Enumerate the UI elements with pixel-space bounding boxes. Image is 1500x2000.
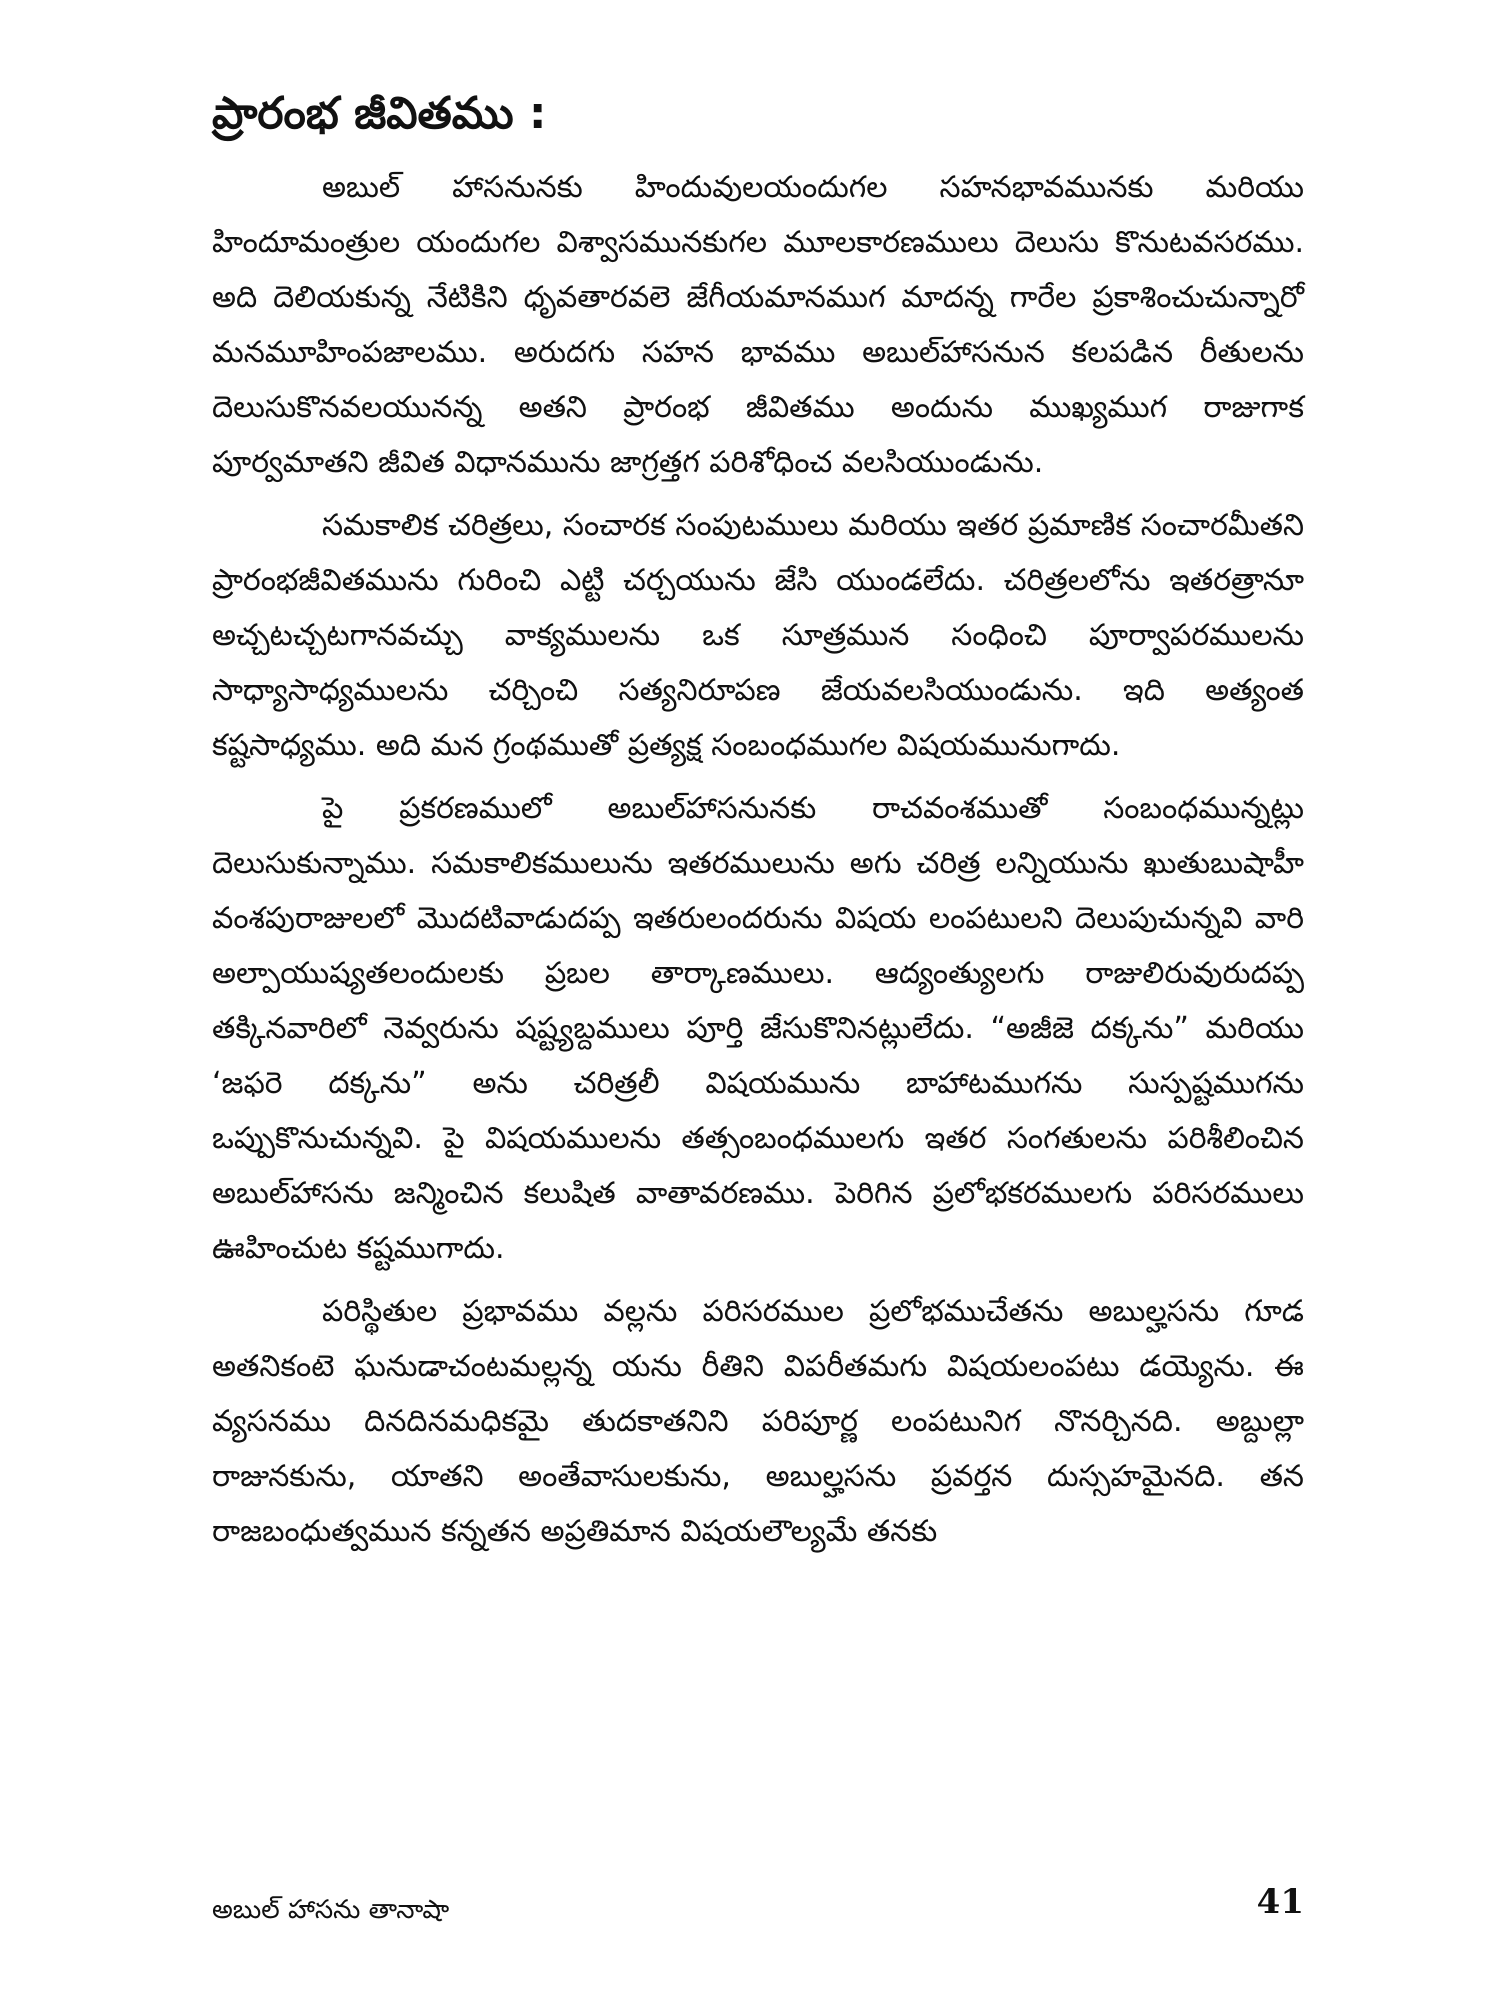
body-text: [212, 160, 1304, 1567]
page-number: 41: [1256, 1882, 1304, 1922]
paragraph-1: అబుల్ హాసనునకు హిందువులయందుగల సహనభావమునకు మరియు హిందూమంత్రుల యందుగల విశ్వాసమునకుగల మూలకారణములు దెలుసు కొనుటవసరము. అది దెలియకున్న నేటికిని ధృవతారవలె జేగీయమానముగ మాదన్న గారేల ప్రకాశించుచున్నారో మనమూహింపజాలము. అరుదగు సహన భావము అబుల్‌హాసనున కలపడిన రీతులను దెలుసుకొనవలయునన్న అతని ప్రారంభ జీవితము అందును ముఖ్యముగ రాజుగాక పూర్వమాతని జీవిత విధానమును జాగ్రత్తగ పరిశోధించ వలసియుండును.: [212, 170, 1304, 480]
paragraph-3: పై ప్రకరణములో అబుల్‌హాసనునకు రాచవంశముతో సంబంధమున్నట్లు దెలుసుకున్నాము. సమకాలికములును ఇతరములును అగు చరిత్ర లన్నియును ఖుతుబుషాహీ వంశపురాజులలో మొదటివాడుదప్ప ఇతరులందరును విషయ లంపటులని దెలుపుచున్నవి వారి అల్పాయుష్యతలందులకు ప్రబల తార్కాణములు. ఆద్యంత్యులగు రాజులిరువురుదప్ప తక్కినవారిలో నెవ్వరును షష్ట్యబ్దములు పూర్తి జేసుకొనినట్లులేదు. “అజీజె దక్కను” మరియు ‘జఫరె దక్కను” అను చరిత్రలీ విషయమును బాహాటముగను సుస్పష్టముగను ఒప్పుకొనుచున్నవి. పై విషయములను తత్సంబంధములగు ఇతర సంగతులను పరిశీలించిన అబుల్‌హాసను జన్మించిన కలుషిత వాతావరణము. పెరిగిన ప్రలోభకరములగు పరిసరములు ఊహించుట కష్టముగాదు.: [212, 791, 1304, 1266]
footer-book-title: అబుల్ హాసను తానాషా: [212, 1895, 450, 1925]
paragraph-4: పరిస్థితుల ప్రభావము వల్లను పరిసరముల ప్రలోభముచేతను అబుల్హసను గూడ అతనికంటె ఘనుడాచంటమల్లన్న యను రీతిని విపరీతమగు విషయలంపటు డయ్యెను. ఈ వ్యసనము దినదినమధికమై తుదకాతనిని పరిపూర్ణ లంపటునిగ నొనర్చినది. అబ్దుల్లా రాజునకును, యాతని అంతేవాసులకును, అబుల్హసను ప్రవర్తన దుస్సహమైనది. తన రాజబంధుత్వమున కన్నతన అప్రతిమాన విషయలౌల్యమే తనకు: [212, 1294, 1304, 1549]
section-heading: ప్రారంభ జీవితము :: [212, 88, 547, 139]
paragraph-2: సమకాలిక చరిత్రలు, సంచారక సంపుటములు మరియు ఇతర ప్రమాణిక సంచారమీతని ప్రారంభజీవితమును గురించి ఎట్టి చర్చయును జేసి యుండలేదు. చరిత్రలలోను ఇతరత్రానూ అచ్చటచ్చటగానవచ్చు వాక్యములను ఒక సూత్రమున సంధించి పూర్వాపరములను సాధ్యాసాధ్యములను చర్చించి సత్యనిరూపణ జేయవలసియుండును. ఇది అత్యంత కష్టసాధ్యము. అది మన గ్రంథముతో ప్రత్యక్ష సంబంధముగల విషయమునుగాదు.: [212, 508, 1304, 763]
